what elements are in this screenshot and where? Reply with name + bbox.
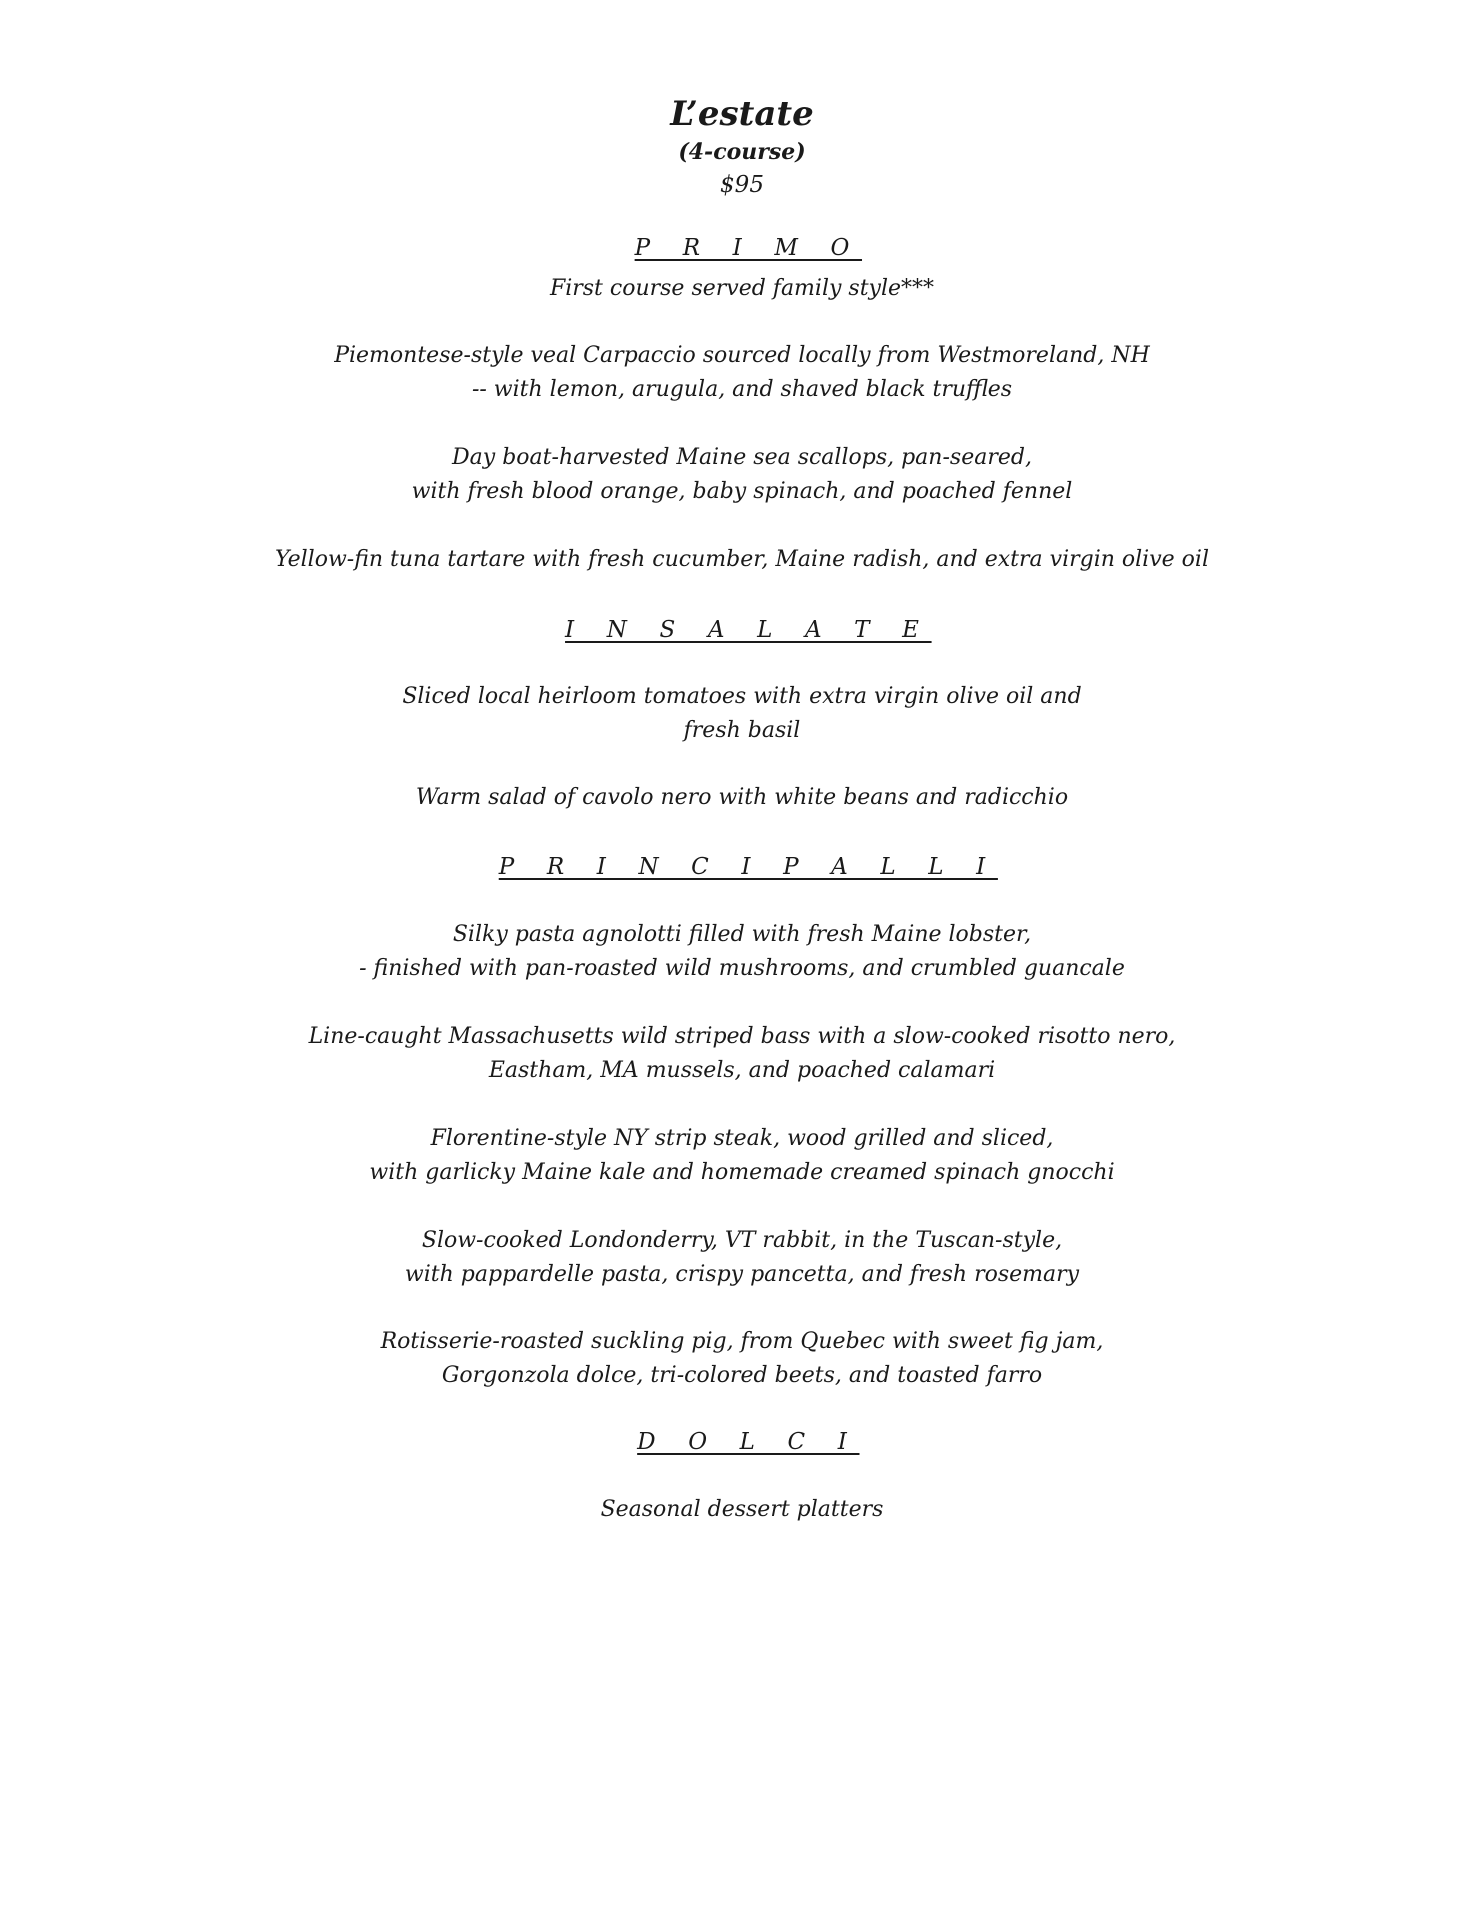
primo-item-2-line-2: with fresh blood orange, baby spinach, and poached fennel bbox=[411, 479, 1073, 504]
insalate-item-2-line-1: Warm salad of cavolo nero with white beans and radicchio bbox=[415, 785, 1069, 810]
principalli-item-5-line-1: Rotisserie-roasted suckling pig, from Quebec with sweet fig jam, bbox=[380, 1329, 1104, 1354]
section-heading-primo bbox=[0, 232, 1484, 264]
insalate-item-1-line-2: fresh basil bbox=[683, 718, 801, 743]
menu-price: $95 bbox=[720, 172, 764, 198]
section-heading-principalli bbox=[0, 851, 1484, 883]
insalate-item-1-line-1: Sliced local heirloom tomatoes with extra virgin olive oil and bbox=[402, 684, 1082, 709]
principalli-item-4-line-2: with pappardelle pasta, crispy pancetta, and fresh rosemary bbox=[404, 1262, 1080, 1287]
principalli-item-3-line-2: with garlicky Maine kale and homemade creamed spinach gnocchi bbox=[369, 1160, 1115, 1185]
section-heading-principalli-text: P R I N C I P A L L I bbox=[498, 854, 998, 880]
primo-item-1-line-2: -- with lemon, arugula, and shaved black truffles bbox=[471, 377, 1013, 402]
principalli-item-2-line-2: Eastham, MA mussels, and poached calamari bbox=[488, 1058, 996, 1083]
principalli-item-2-line-1: Line-caught Massachusetts wild striped bass with a slow-cooked risotto nero, bbox=[308, 1024, 1176, 1049]
section-heading-dolci bbox=[0, 1426, 1484, 1458]
principalli-item-1-line-1: Silky pasta agnolotti filled with fresh Maine lobster, bbox=[452, 922, 1032, 947]
section-heading-insalate bbox=[0, 614, 1484, 646]
principalli-item-5-line-2: Gorgonzola dolce, tri-colored beets, and toasted farro bbox=[441, 1363, 1043, 1388]
dolci-item-1-line-1: Seasonal dessert platters bbox=[600, 1497, 884, 1522]
primo-item-2-line-1: Day boat-harvested Maine sea scallops, pan-seared, bbox=[452, 445, 1032, 470]
principalli-item-1-line-2: - finished with pan-roasted wild mushrooms, and crumbled guancale bbox=[359, 956, 1125, 981]
menu-subtitle: (4-course) bbox=[678, 139, 806, 165]
section-heading-dolci-text: D O L C I bbox=[637, 1429, 860, 1455]
section-heading-insalate-text: I N S A L A T E bbox=[565, 617, 932, 643]
principalli-item-3-line-1: Florentine-style NY strip steak, wood grilled and sliced, bbox=[430, 1126, 1054, 1151]
principalli-item-4-line-1: Slow-cooked Londonderry, VT rabbit, in the Tuscan-style, bbox=[421, 1228, 1063, 1253]
primo-item-3-line-1: Yellow-fin tuna tartare with fresh cucumber, Maine radish, and extra virgin olive oil bbox=[275, 547, 1209, 572]
primo-item-1-line-1: Piemontese-style veal Carpaccio sourced locally from Westmoreland, NH bbox=[334, 343, 1150, 368]
primo-note: First course served family style*** bbox=[549, 276, 935, 301]
section-heading-primo-text: P R I M O bbox=[634, 235, 863, 261]
menu-title: L’estate bbox=[670, 94, 814, 134]
